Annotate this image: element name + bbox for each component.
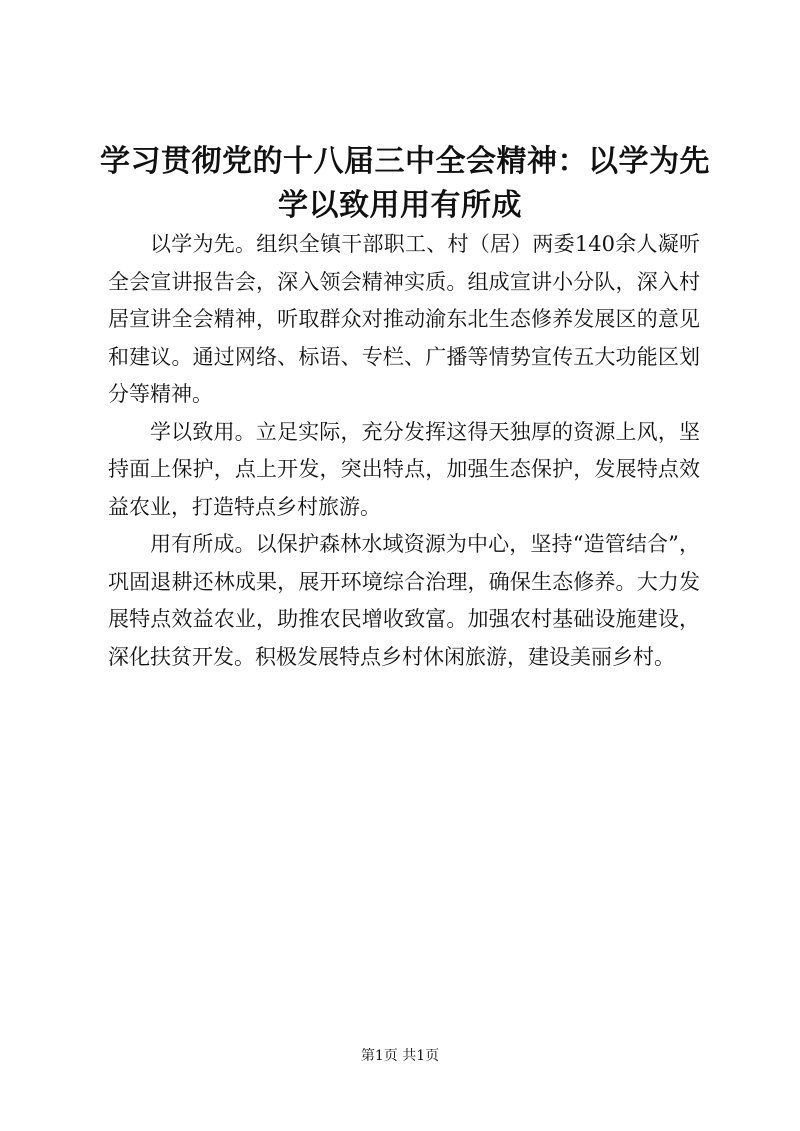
- paragraph-achieve-results: 用有所成。以保护森林水域资源为中心，坚持“造管结合”，巩固退耕还林成果，展开环境综合治理，确保生态修养。大力发展特点效益农业，助推农民增收致富。加强农村基础设施建设，深化扶贫开发。积极发展特点乡村休闲旅游，建设美丽乡村。: [108, 532, 700, 669]
- document-body: [108, 226, 700, 676]
- document-title: [100, 140, 710, 228]
- title-line-1: 学习贯彻党的十八届三中全会精神：以学为先: [100, 144, 710, 179]
- paragraph-study-first: 以学为先。组织全镇干部职工、村（居）两委140余人凝听全会宣讲报告会，深入领会精神实质。组成宣讲小分队，深入村居宣讲全会精神，听取群众对推动渝东北生态修养发展区的意见和建议。通过网络、标语、专栏、广播等情势宣传五大功能区划分等精神。: [108, 232, 700, 406]
- title-line-2: 学以致用用有所成: [278, 188, 522, 223]
- paragraph-apply-learning: 学以致用。立足实际，充分发挥这得天独厚的资源上风，坚持面上保护，点上开发，突出特点，加强生态保护，发展特点效益农业，打造特点乡村旅游。: [108, 419, 700, 519]
- page-footer: 第1页 共1页: [360, 1048, 440, 1064]
